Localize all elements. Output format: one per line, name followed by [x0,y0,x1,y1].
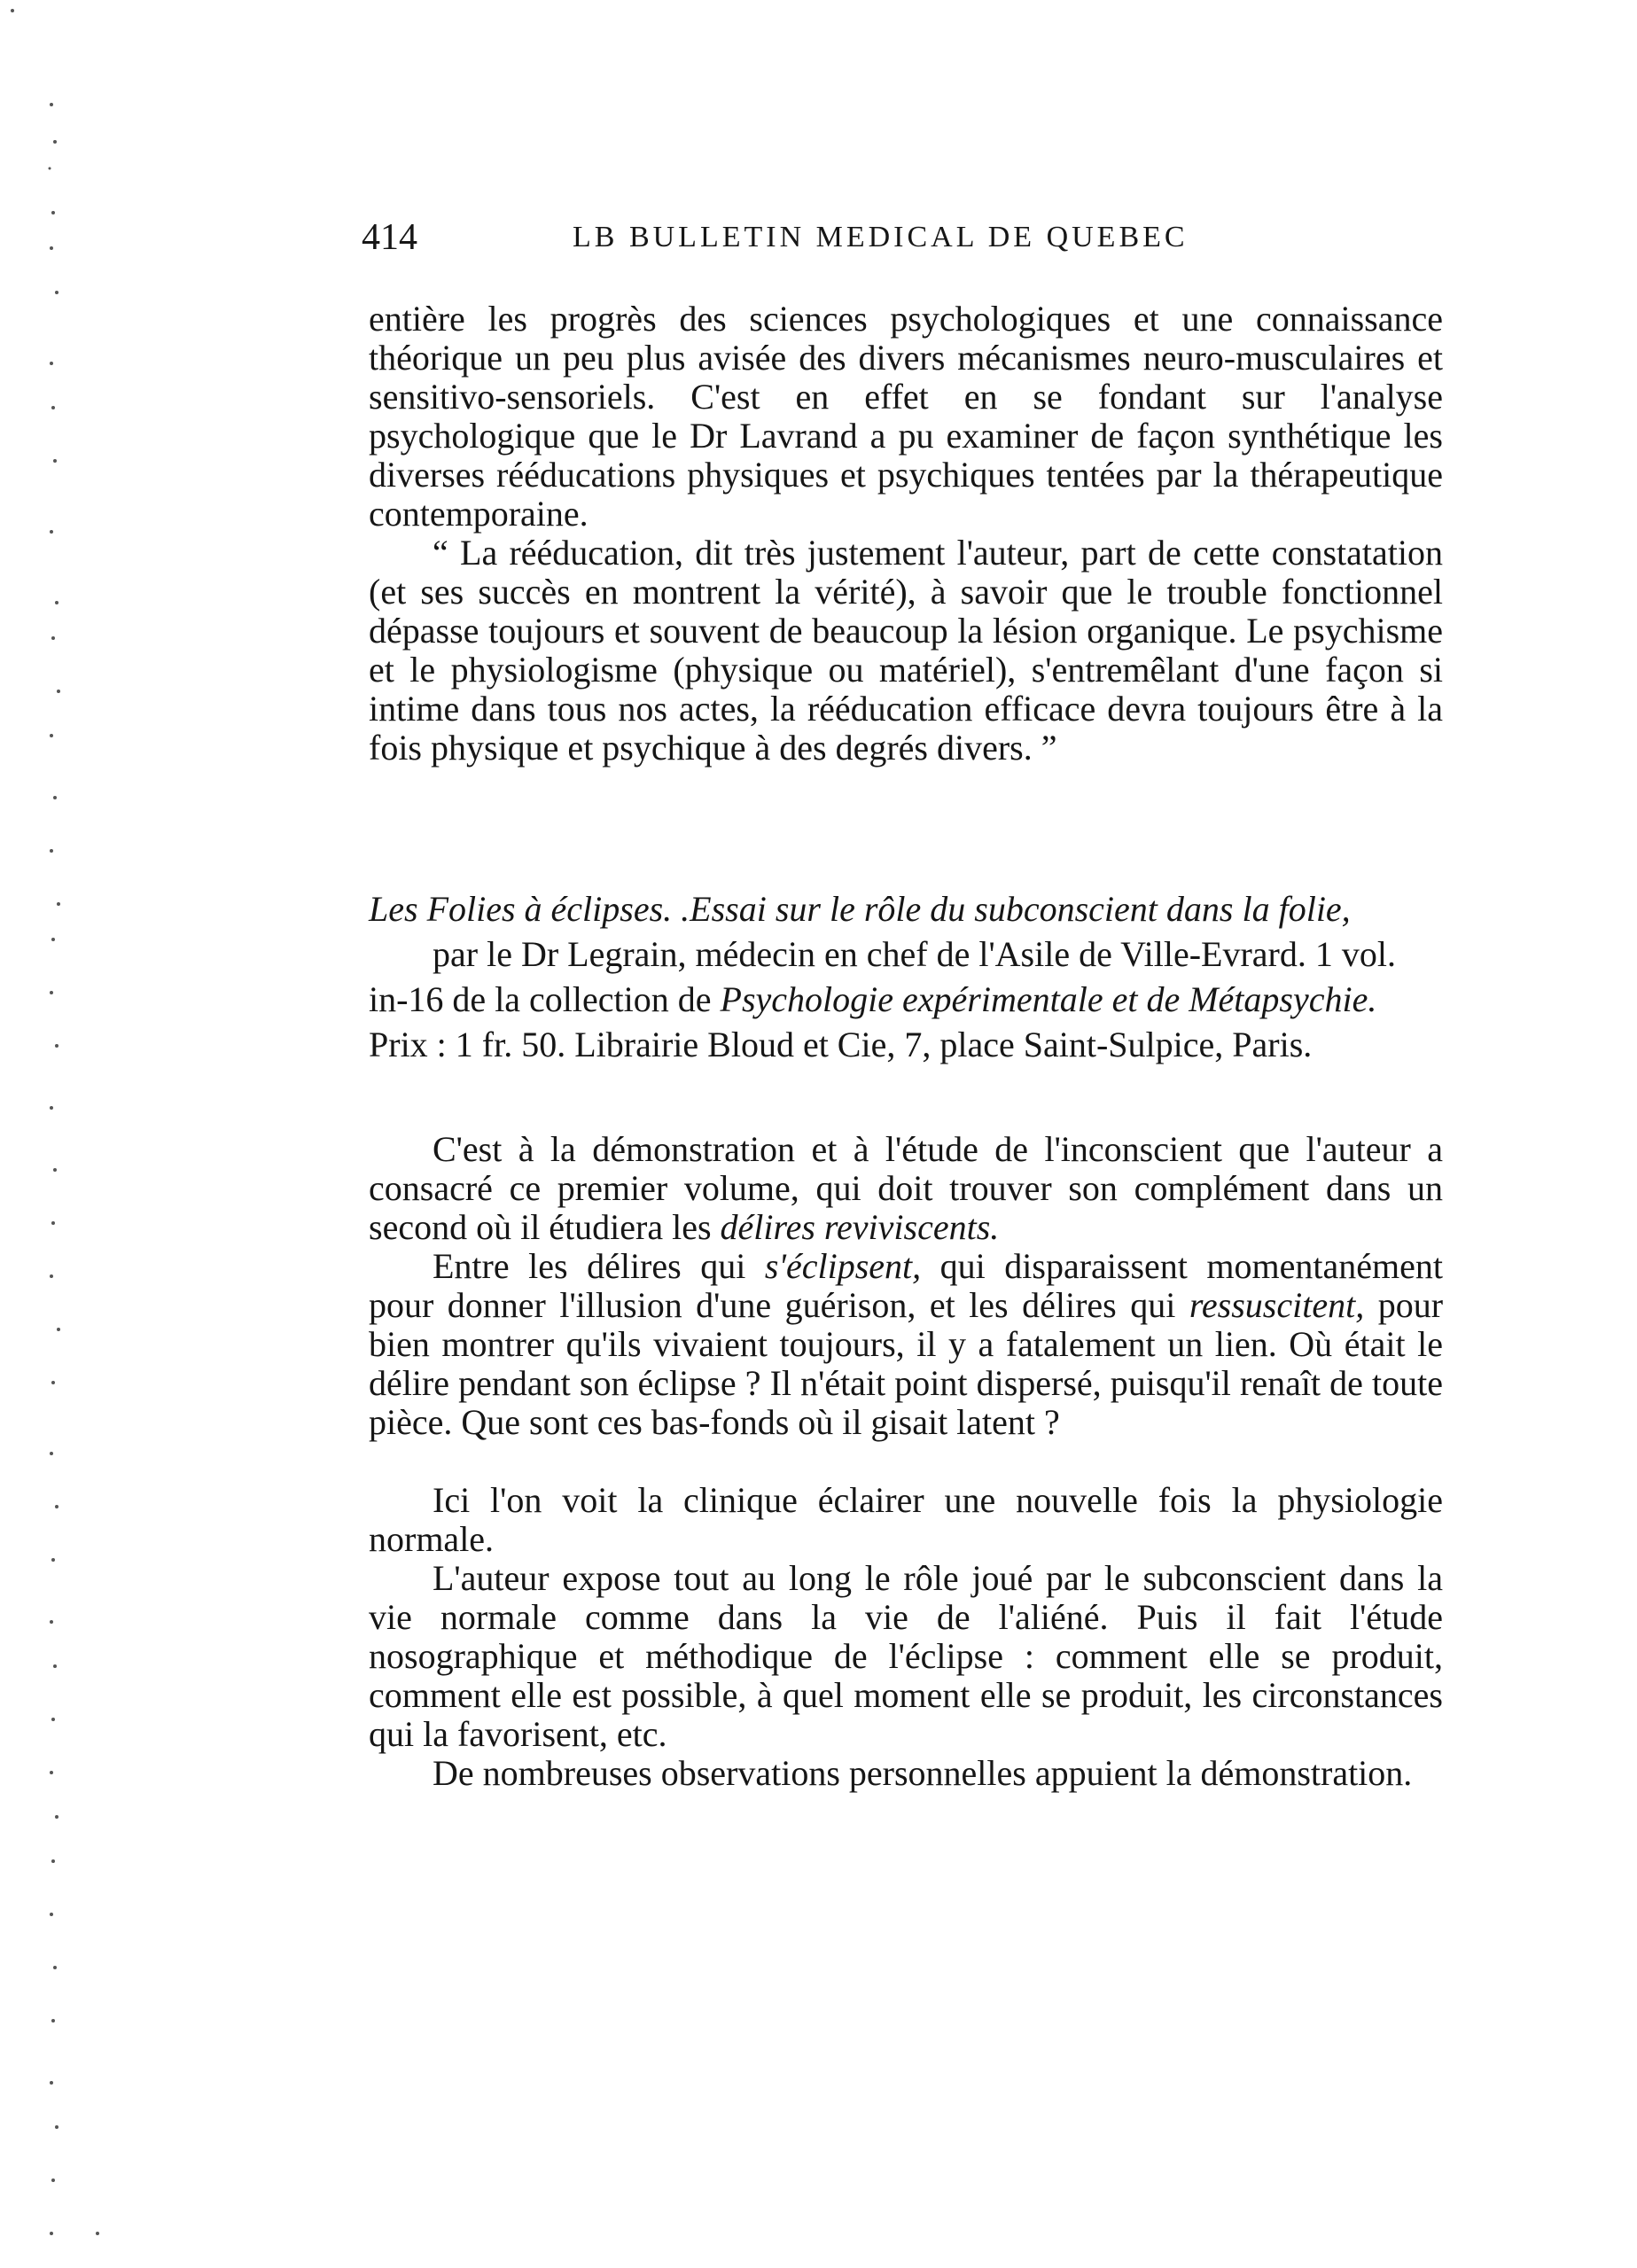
review-paragraph-2-c: qui disparaissent momentanément pour donner l'illusion d'une guérison, et les délires qui [369,1246,1443,1325]
review-paragraph-2-d: ressuscitent, [1189,1285,1365,1325]
book-series-and: et de Métapsychie. [1111,979,1377,1019]
review-paragraph-2-a: Entre les délires qui [433,1246,746,1286]
margin-specks [0,0,106,2268]
review-paragraph-2-b: s'éclipsent, [764,1246,922,1286]
book-series: Psychologie expérimentale [720,979,1103,1019]
review-paragraph-1-italic: délires reviviscents. [720,1207,1000,1247]
review-paragraph-2-e: pour bien montrer qu'ils vivaient toujours, il y a fatalement un lien. Où était le délire pendant son éclipse ? Il n'était point dispersé, puisqu'il renaît de toute pièce. Que sont ces bas-fonds où il gisait latent ? [369,1285,1444,1442]
book-price-publisher: Prix : 1 fr. 50. Librairie Bloud et Cie, 7, place Saint-Sulpice, Paris. [369,1025,1313,1064]
book-title: Les Folies à éclipses. [369,889,673,929]
running-head [362,211,1248,264]
journal-title: LB BULLETIN MEDICAL DE QUEBEC [573,221,1189,253]
review-paragraph-2 [369,1247,1443,1442]
review-heading [369,886,1443,1067]
book-author-info: par le Dr Legrain, médecin en chef de l'Asile de Ville-Evrard. 1 vol. in-16 de la collection de [369,934,1396,1019]
book-subtitle: .Essai sur le rôle du subconscient dans la folie, [681,889,1351,929]
review-paragraph-1 [369,1130,1443,1247]
review-paragraph-4: L'auteur expose tout au long le rôle joué par le subconscient dans la vie normale comme dans la vie de l'aliéné. Puis il fait l'étude nosographique et méthodique de l'éclipse : comment elle se produit, comment elle est possible, à quel moment elle se produit, les circonstances qui la favorisent, etc. [369,1558,1443,1754]
paragraph-continuation: entière les progrès des sciences psychologiques et une connaissance théorique un peu plus avisée des divers mécanismes neuro-musculaires et sensitivo-sensoriels. C'est en effet en se fondant sur l'analyse psychologique que le Dr Lavrand a pu examiner de façon synthétique les diverses rééducations physiques et psychiques tentées par la thérapeutique contemporaine. [369,299,1443,534]
review-paragraph-3: Ici l'on voit la clinique éclairer une nouvelle fois la physiologie normale. [369,1480,1443,1559]
paragraph-quotation: “ La rééducation, dit très justement l'auteur, part de cette constatation (et ses succès en montrent la vérité), à savoir que le trouble fonctionnel dépasse toujours et souvent de beaucoup la lésion organique. Le psychisme et le physiologisme (physique ou matériel), s'entremêlant d'une façon si intime dans tous nos actes, la rééducation efficace devra toujours être à la fois physique et psychique à des degrés divers. ” [369,533,1443,768]
review-paragraph-1-text: C'est à la démonstration et à l'étude de l'inconscient que l'auteur a consacré ce premier volume, qui doit trouver son complément dans un second où il étudiera les [369,1129,1443,1247]
page-number: 414 [362,217,417,258]
review-paragraph-5: De nombreuses observations personnelles appuient la démonstration. [433,1753,1413,1793]
